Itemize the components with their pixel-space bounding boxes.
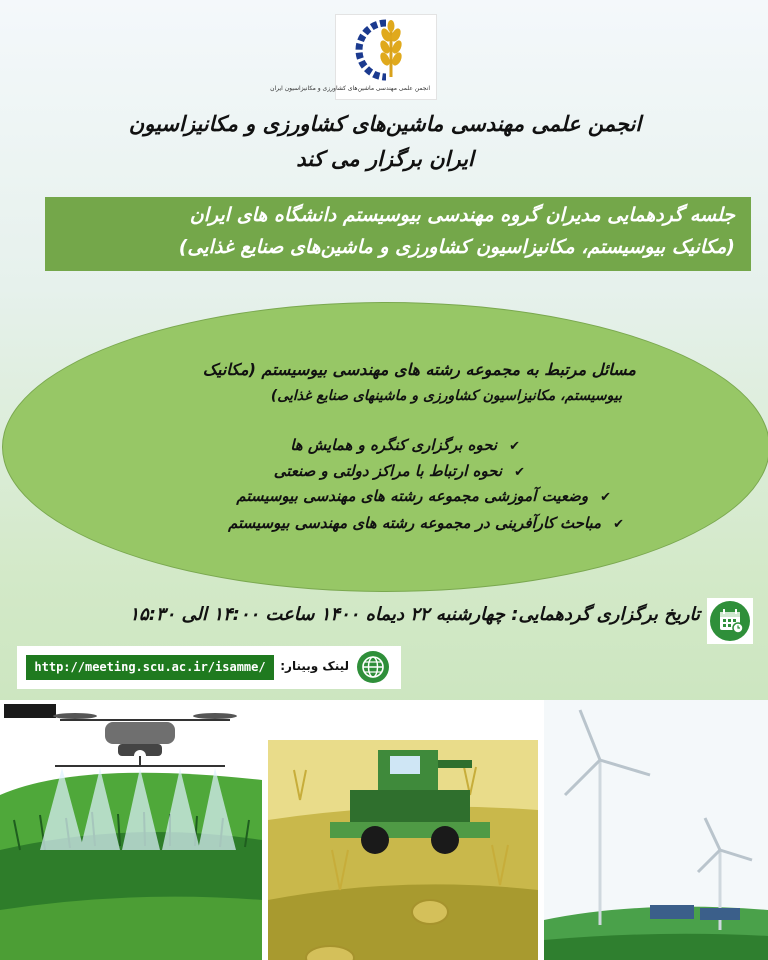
meeting-title-banner bbox=[45, 197, 751, 271]
calendar-icon bbox=[707, 598, 753, 644]
wind-turbines-illustration bbox=[544, 700, 768, 960]
agriculture-illustrations bbox=[0, 700, 768, 960]
organizer-line-1: انجمن علمی مهندسی ماشین‌های کشاورزی و مکانیزاسیون bbox=[128, 112, 642, 136]
check-mark-icon: ✔ bbox=[509, 439, 520, 454]
webinar-url-link[interactable]: http://meeting.scu.ac.ir/isamme/ bbox=[26, 655, 274, 680]
organization-logo bbox=[270, 14, 437, 100]
agenda-intro-line-1: مسائل مرتبط به مجموعه رشته های مهندسی بیوسیستم (مکانیک bbox=[202, 360, 636, 379]
agenda-topic-text: نحوه برگزاری کنگره و همایش ها bbox=[290, 436, 498, 454]
globe-icon bbox=[356, 650, 390, 684]
agenda-intro-line-2: بیوسیستم، مکانیزاسیون کشاورزی و ماشینهای صنایع غذایی) bbox=[270, 388, 622, 404]
logo-caption: انجمن علمی مهندسی ماشین‌های کشاورزی و مکانیزاسیون ایران bbox=[270, 85, 430, 92]
check-mark-icon: ✔ bbox=[613, 517, 624, 532]
meeting-title-line-2: (مکانیک بیوسیستم، مکانیزاسیون کشاورزی و ماشین‌های صنایع غذایی) bbox=[178, 236, 735, 258]
webinar-link-box bbox=[17, 646, 401, 689]
check-mark-icon: ✔ bbox=[600, 490, 611, 505]
combine-harvester-illustration bbox=[268, 740, 538, 960]
agenda-topic bbox=[236, 487, 611, 505]
webinar-label: لینک وبینار: bbox=[280, 659, 349, 673]
agenda-topic-text: نحوه ارتباط با مراکز دولتی و صنعتی bbox=[273, 462, 503, 480]
agenda-topic-text: مباحث کارآفرینی در مجموعه رشته های مهندسی بیوسیستم bbox=[228, 514, 602, 532]
meeting-title-line-1: جلسه گردهمایی مدیران گروه مهندسی بیوسیستم دانشگاه های ایران bbox=[189, 204, 735, 226]
check-mark-icon: ✔ bbox=[514, 465, 525, 480]
agenda-topic bbox=[274, 462, 525, 480]
agenda-topic bbox=[290, 436, 520, 454]
agenda-topic bbox=[228, 514, 624, 532]
meeting-date-time: تاریخ برگزاری گردهمایی: چهارشنبه ۲۲ دیماه ۱۴۰۰ ساعت ۱۴:۰۰ الی ۱۵:۳۰ bbox=[129, 604, 700, 625]
organizer-line-2: ایران برگزار می کند bbox=[296, 147, 474, 171]
agenda-topic-text: وضعیت آموزشی مجموعه رشته های مهندسی بیوسیستم bbox=[236, 487, 589, 505]
